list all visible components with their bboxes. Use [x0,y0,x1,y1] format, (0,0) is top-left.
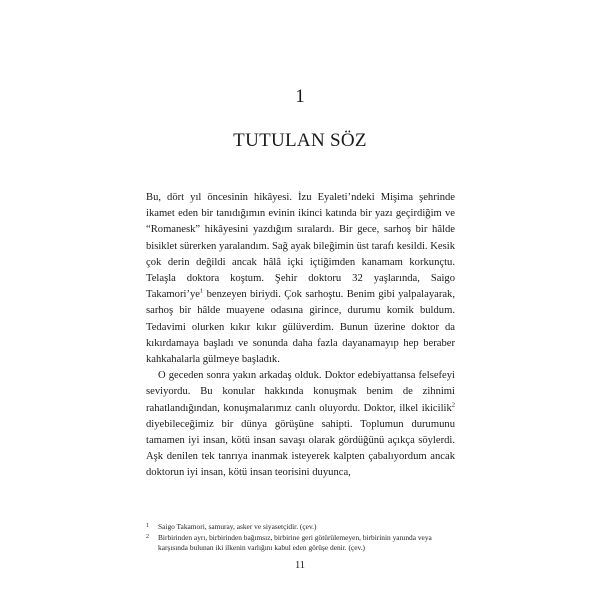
paragraph [146,190,455,368]
footnote-reference: 2 [451,401,455,409]
footnote-text: Birbirinden ayrı, birbirinden bağımsız, birbirine geri götürülemeyen, birbirinin yanında veya karşısında bulunan iki ilkenin varlığını kabul eden görüşe denir. (çev.) [158,533,432,553]
chapter-number: 1 [295,86,305,107]
footnote-reference: 1 [199,287,204,295]
footnote [146,522,455,532]
paragraph [146,368,455,481]
text-segment: benzeyen biriydi. Çok sarhoştu. Benim gibi yalpalayarak, sarhoş bir hâlde muayene odasına girince, durumu komik buldum. Tedavimi olurken kıkır kıkır gülüverdim. Bunun üzerine doktor da kıkırdamaya başladı ve sonunda daha fazla dayanamayıp hep beraber kahkahalarla gülmeye başladık. [146,289,455,366]
footnote-mark: 1 [146,523,149,529]
footnote [146,533,455,553]
body-text [146,190,455,482]
text-segment: diyebileceğimiz bir dünya görüşüne sahipti. Toplumun durumunu tamamen iyi insan, kötü insan savaşı olarak gördüğünü açıkça söylerdi. Aşk denilen tek tanrıya inanmak isteyerek kalpten çabalıyordum ancak doktorun iyi insan, kötü insan teorisini duyunca, [146,418,455,479]
footnotes [146,522,455,555]
chapter-title: TUTULAN SÖZ [233,130,367,151]
page-number: 11 [294,560,306,571]
text-segment: Bu, dört yıl öncesinin hikâyesi. İzu Eyaleti’ndeki Mişima şehrinde ikamet eden bir tanıdığımın evinin ikinci katında bir yazı geçirdiğim ve “Romanesk” hikâyesini yazdığım sıralardı. Bir gece, sarhoş bir hâlde bisiklet sürerken yaralandım. Sağ ayak bileğimin üst tarafı kesildi. Kesik çok derin değildi ancak hâlâ içki içtiğimden kanamam korkunçtu. Telaşla doktora koştum. Şehir doktoru 32 yaşlarında, Saigo Takamori’ye [146,192,455,301]
text-segment: O geceden sonra yakın arkadaş olduk. Doktor edebiyattansa felsefeyi seviyordu. Bu konular hakkında konuşmak benim de zihnimi rahatlandığından, konuşmalarımız canlı oluyordu. Doktor, ilkel ikicilik [146,370,455,414]
footnote-mark: 2 [146,534,149,541]
footnote-text: Saigo Takamori, samuray, asker ve siyasetçidir. (çev.) [158,522,317,531]
